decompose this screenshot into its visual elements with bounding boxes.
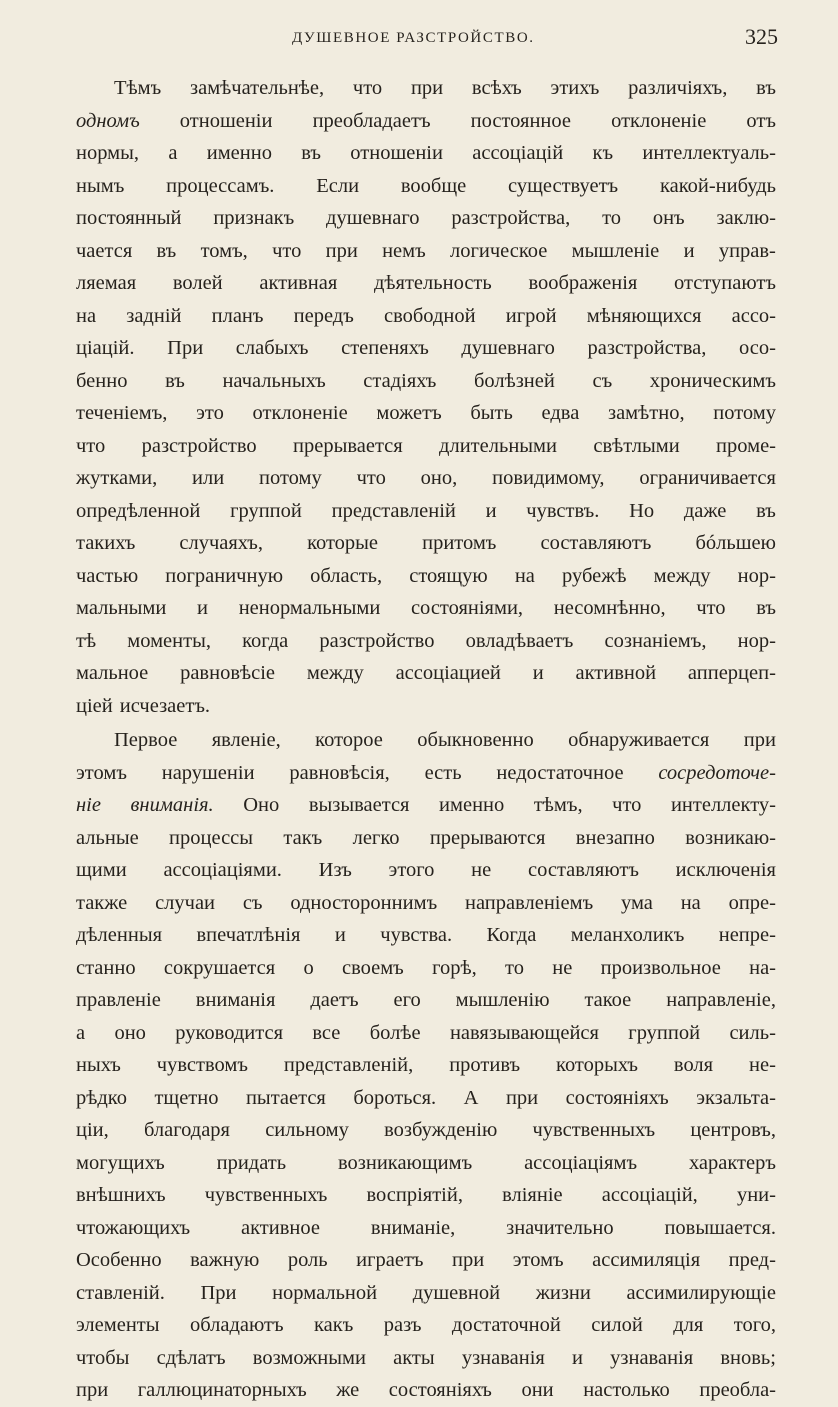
body-text [76, 72, 776, 1407]
text-line: одномъ отношеніи преобладаетъ постоянное отклоненіе отъ [76, 109, 776, 132]
text-line: внѣшнихъ чувственныхъ воспріятій, вліяніе ассоціацій, уни- [76, 1184, 776, 1206]
text-line: Первое явленіе, которое обыкновенно обнаруживается при [114, 729, 776, 751]
text-line: жутками, или потому что оно, повидимому, ограничивается [76, 467, 776, 489]
text-line: ставленій. При нормальной душевной жизни ассимилирующіе [76, 1281, 776, 1304]
text-line: этомъ нарушеніи равновѣсія, есть недостаточное сосредоточе- [76, 761, 776, 784]
text-line: правленіе вниманія даетъ его мышленію такое направленіе, [76, 989, 776, 1011]
text-line: рѣдко тщетно пытается бороться. А при состояніяхъ экзальта- [76, 1086, 776, 1109]
text-line: альные процессы такъ легко прерываются внезапно возникаю- [76, 826, 776, 849]
text-line: дѣленныя впечатлѣнія и чувства. Когда меланхоликъ непре- [76, 924, 776, 946]
text-line: щими ассоціаціями. Изъ этого не составляютъ исключенія [76, 859, 776, 881]
text-line: нормы, а именно въ отношеніи ассоціацій къ интеллектуаль- [76, 142, 776, 164]
text-line: опредѣленной группой представленій и чувствъ. Но даже въ [76, 499, 776, 522]
text-line: тѣ моменты, когда разстройство овладѣваетъ сознаніемъ, нор- [76, 629, 776, 652]
text-line: чается въ томъ, что при немъ логическое мышленіе и управ- [76, 239, 776, 262]
text-line: Особенно важную роль играетъ при этомъ ассимиляція пред- [76, 1249, 776, 1271]
text-line: бенно въ начальныхъ стадіяхъ болѣзней съ хроническимъ [76, 369, 776, 392]
text-line: постоянный признакъ душевнаго разстройства, то онъ заклю- [76, 207, 776, 229]
text-line: чтобы сдѣлатъ возможными акты узнаванія и узнаванія вновь; [76, 1346, 776, 1369]
paragraph [76, 72, 776, 722]
text-line: ныхъ чувствомъ представленій, противъ которыхъ воля не- [76, 1054, 776, 1076]
text-line: на задній планъ передъ свободной игрой мѣняющихся ассо- [76, 304, 776, 327]
text-line: частью пограничную область, стоящую на рубежѣ между нор- [76, 564, 776, 587]
text-line: ляемая волей активная дѣятельность воображенія отступаютъ [76, 272, 776, 294]
text-line: ціацій. При слабыхъ степеняхъ душевнаго разстройства, осо- [76, 337, 776, 359]
text-line: могущихъ придать возникающимъ ассоціаціямъ характеръ [76, 1151, 776, 1174]
text-line: Тѣмъ замѣчательнѣе, что при всѣхъ этихъ различіяхъ, въ [114, 77, 776, 99]
text-line: ціи, благодаря сильному возбужденію чувственныхъ центровъ, [76, 1119, 776, 1141]
text-line: станно сокрушается о своемъ горѣ, то не произвольное на- [76, 956, 776, 979]
text-line: при галлюцинаторныхъ же состояніяхъ они настолько преобла- [76, 1379, 776, 1401]
text-line: а оно руководится все болѣе навязывающейся группой силь- [76, 1021, 776, 1044]
text-line: мальными и ненормальными состояніями, несомнѣнно, что въ [76, 597, 776, 619]
text-line: такихъ случаяхъ, которые притомъ составляютъ бóльшею [76, 532, 776, 554]
paragraph [76, 724, 776, 1407]
text-line: мальное равновѣсіе между ассоціацией и активной апперцеп- [76, 662, 776, 684]
running-head [0, 24, 838, 48]
text-line: чтожающихъ активное вниманіе, значительно повышается. [76, 1216, 776, 1239]
text-line: нымъ процессамъ. Если вообще существуетъ какой-нибудь [76, 174, 776, 197]
text-line: элементы обладаютъ какъ разъ достаточной силой для того, [76, 1314, 776, 1336]
text-line: теченіемъ, это отклоненіе можетъ быть едва замѣтно, потому [76, 402, 776, 424]
text-line: ніе вниманія. Оно вызывается именно тѣмъ, что интеллекту- [76, 794, 776, 816]
text-line: что разстройство прерывается длительными свѣтлыми проме- [76, 434, 776, 457]
page-header-title: ДУШЕВНОЕ РАЗСТРОЙСТВО. [292, 30, 535, 46]
page-number: 325 [745, 24, 778, 49]
text-line: ціей исчезаетъ. [76, 694, 211, 717]
text-line: также случаи съ одностороннимъ направленіемъ ума на опре- [76, 891, 776, 914]
